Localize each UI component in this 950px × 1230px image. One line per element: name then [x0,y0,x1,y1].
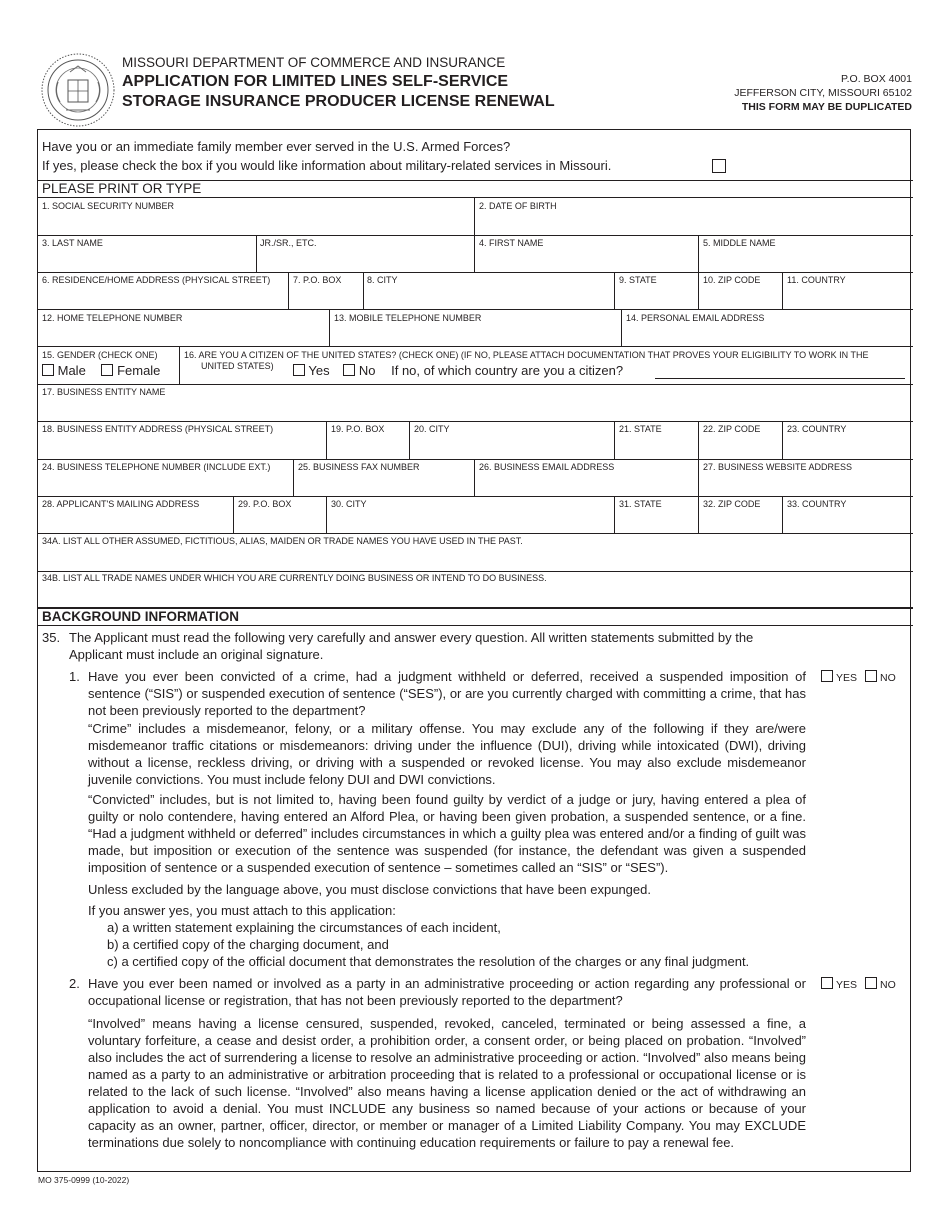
field-business-email[interactable]: 26. BUSINESS EMAIL ADDRESS [479,462,615,472]
male-checkbox[interactable] [42,364,54,376]
q1-attach-b: b) a certified copy of the charging document, and [107,937,389,952]
field-mailing-zip[interactable]: 32. ZIP CODE [703,499,761,509]
field-mailing-po-box[interactable]: 29. P.O. BOX [238,499,292,509]
citizenship-options [293,363,623,378]
q1-attach-note: If you answer yes, you must attach to this application: [88,903,396,918]
field-other-names[interactable]: 34A. LIST ALL OTHER ASSUMED, FICTITIOUS, ALIAS, MAIDEN OR TRADE NAMES YOU HAVE USED IN THE PAST. [42,536,523,546]
q2-no-checkbox[interactable] [865,977,877,989]
col-divider [474,197,475,272]
col-divider [288,272,289,309]
print-or-type-label: PLEASE PRINT OR TYPE [42,181,202,196]
field-city[interactable]: 8. CITY [367,275,398,285]
field-zip[interactable]: 10. ZIP CODE [703,275,761,285]
field-business-city[interactable]: 20. CITY [414,424,450,434]
field-ssn[interactable]: 1. SOCIAL SECURITY NUMBER [42,201,175,211]
field-business-state[interactable]: 21. STATE [619,424,662,434]
col-divider [409,421,410,459]
col-divider [326,496,327,533]
field-personal-email[interactable]: 14. PERSONAL EMAIL ADDRESS [626,313,765,323]
q1-crime-definition: “Crime” includes a misdemeanor, felony, or a military offense. You may exclude any of the following if they are/were misdemeanor traffic citations or misdemeanors: driving under the influence (DUI), driving while intoxicated (DWI), driving without a license, reckless driving, or driving with a suspended or revoked license. You may also exclude misdemeanor juvenile convictions. You must include felony DUI and DWI convictions. [88,721,806,787]
field-home-phone[interactable]: 12. HOME TELEPHONE NUMBER [42,313,183,323]
col-divider [293,459,294,496]
rule [37,571,913,572]
field-suffix[interactable]: JR./SR., ETC. [260,238,317,248]
q1-yes-checkbox[interactable] [821,670,833,682]
q2-yes-checkbox[interactable] [821,977,833,989]
col-divider [698,272,699,309]
city-state: JEFFERSON CITY, MISSOURI 65102 [734,87,912,99]
item-35-intro [69,629,809,663]
field-trade-names[interactable]: 34B. LIST ALL TRADE NAMES UNDER WHICH YOU ARE CURRENTLY DOING BUSINESS OR INTEND TO DO BUSINESS. [42,573,547,583]
col-divider [782,272,783,309]
gender-label: 15. GENDER (CHECK ONE) [42,350,158,360]
rule [37,346,913,347]
field-business-address[interactable]: 18. BUSINESS ENTITY ADDRESS (PHYSICAL STREET) [42,424,274,434]
col-divider [621,309,622,346]
citizenship-label-cont: UNITED STATES) [201,361,274,371]
rule [37,235,913,236]
item-35-number: 35. [42,630,61,645]
col-divider [329,309,330,346]
col-divider [179,346,180,384]
mailing-block [734,72,912,114]
field-middle-name[interactable]: 5. MIDDLE NAME [703,238,776,248]
col-divider [782,421,783,459]
col-divider [363,272,364,309]
field-last-name[interactable]: 3. LAST NAME [42,238,103,248]
item-35-intro-line2: Applicant must include an original signature. [69,647,324,662]
field-mailing-address[interactable]: 28. APPLICANT'S MAILING ADDRESS [42,499,200,509]
field-mailing-country[interactable]: 33. COUNTRY [787,499,847,509]
q1-expunged-note: Unless excluded by the language above, you must disclose convictions that have been expunged. [88,882,651,897]
q1-attach-c: c) a certified copy of the official document that demonstrates the resolution of the charges or any final judgment. [107,954,750,969]
citizen-yes-label: Yes [308,363,330,378]
country-question: If no, of which country are you a citizen? [391,363,624,378]
form-title-line2: STORAGE INSURANCE PRODUCER LICENSE RENEWAL [122,92,555,110]
field-business-po-box[interactable]: 19. P.O. BOX [331,424,385,434]
missouri-state-seal [40,52,116,128]
q2-text: Have you ever been named or involved as a party in an administrative proceeding or action regarding any professional or occupational license or registration, that has not been previously reported to the department? [88,976,806,1008]
duplicate-note: THIS FORM MAY BE DUPLICATED [741,101,912,113]
q2-involved-definition: “Involved” means having a license censured, suspended, revoked, canceled, terminated or being assessed a fine, a voluntary forfeiture, a cease and desist order, a prohibition order, a consent order, or being placed on probation. “Involved” also includes the act of surrendering a license to resolve an administrative proceeding or action. “Involved” also means being named as a party to an administrative or arbitration proceeding that is related to a professional or occupational license or is related to the lack of such license. “Involved” also means having a license application denied or the act of withdrawing an application to avoid a denial. You must INCLUDE any business so named because of your actions or because of your capacity as an owner, partner, officer, director, or member or manager of a Limited Liability Company. You may EXCLUDE terminations due solely to noncompliance with continuing education requirements or failure to pay a renewal fee. [88,1016,806,1150]
q1-no-label: NO [880,672,896,684]
rule [37,384,913,385]
field-business-zip[interactable]: 22. ZIP CODE [703,424,761,434]
col-divider [698,459,699,496]
rule [37,625,913,626]
q1-attach-a: a) a written statement explaining the circumstances of each incident, [107,920,501,935]
military-info-checkbox[interactable] [712,159,726,177]
q2-no-label: NO [880,979,896,991]
field-date-of-birth[interactable]: 2. DATE OF BIRTH [479,201,557,211]
field-po-box[interactable]: 7. P.O. BOX [293,275,342,285]
q1-no-checkbox[interactable] [865,670,877,682]
q2-number: 2. [69,976,80,991]
military-question-line2: If yes, please check the box if you would like information about military-related services in Missouri. [42,158,612,173]
q1-number: 1. [69,669,80,684]
field-business-phone[interactable]: 24. BUSINESS TELEPHONE NUMBER (INCLUDE EXT.) [42,462,271,472]
gender-options [42,363,160,378]
col-divider [698,235,699,272]
female-checkbox[interactable] [101,364,113,376]
rule [37,533,913,534]
field-residence-address[interactable]: 6. RESIDENCE/HOME ADDRESS (PHYSICAL STREET) [42,275,271,285]
col-divider [614,421,615,459]
form-title [122,72,555,111]
col-divider [233,496,234,533]
col-divider [698,421,699,459]
field-mobile-phone[interactable]: 13. MOBILE TELEPHONE NUMBER [334,313,482,323]
citizenship-label: 16. ARE YOU A CITIZEN OF THE UNITED STATES? (CHECK ONE) (IF NO, PLEASE ATTACH DOCUMENTATION THAT PROVES YOUR ELIGIBILITY TO WORK IN THE [184,350,869,360]
field-country[interactable]: 11. COUNTRY [787,275,846,285]
field-business-fax[interactable]: 25. BUSINESS FAX NUMBER [298,462,420,472]
field-mailing-state[interactable]: 31. STATE [619,499,662,509]
military-question-line1: Have you or an immediate family member ever served in the U.S. Armed Forces? [42,139,511,154]
q1-convicted-definition: “Convicted” includes, but is not limited to, having been found guilty by verdict of a judge or jury, having entered a plea of guilty or nolo contendere, having entered an Alford Plea, or having been given probation, a suspended sentence, or a fine. “Had a judgment withheld or deferred” includes circumstances in which a guilty plea was entered and/or a finding of guilt was made, but imposition or execution of the sentence was suspended (for instance, the defendant was given a suspended imposition of sentence or a suspended execution of sentence – sometimes called an “SIS” or “SES”). [88,792,806,875]
male-label: Male [57,363,86,378]
field-business-country[interactable]: 23. COUNTRY [787,424,847,434]
rule [37,309,913,310]
citizen-no-checkbox[interactable] [343,364,355,376]
form-number: MO 375-0999 (10-2022) [38,1175,130,1185]
q1-text: Have you ever been convicted of a crime, had a judgment withheld or deferred, received a suspended imposition of sentence (“SIS”) or suspended execution of sentence (“SES”), or are you currently charged with committing a crime, that has not been previously reported to the department? [88,669,806,718]
item-35-intro-line1: The Applicant must read the following very carefully and answer every question. All written statements submitted by the [69,630,754,645]
department-name: MISSOURI DEPARTMENT OF COMMERCE AND INSURANCE [122,55,506,70]
country-input[interactable] [655,378,905,379]
q2-answer [821,977,904,992]
rule [37,459,913,460]
field-business-website[interactable]: 27. BUSINESS WEBSITE ADDRESS [703,462,853,472]
col-divider [256,235,257,272]
female-label: Female [117,363,161,378]
background-heading: BACKGROUND INFORMATION [42,609,239,624]
citizen-no-label: No [358,363,376,378]
col-divider [326,421,327,459]
col-divider [698,496,699,533]
citizen-yes-checkbox[interactable] [293,364,305,376]
field-business-entity-name[interactable]: 17. BUSINESS ENTITY NAME [42,387,166,397]
rule [37,197,913,198]
q1-yes-label: YES [836,672,858,684]
form-title-line1: APPLICATION FOR LIMITED LINES SELF-SERVICE [122,73,509,90]
field-first-name[interactable]: 4. FIRST NAME [479,238,544,248]
po-box: P.O. BOX 4001 [840,73,912,85]
col-divider [782,496,783,533]
field-mailing-city[interactable]: 30. CITY [331,499,367,509]
col-divider [614,496,615,533]
q1-answer [821,670,904,685]
field-state[interactable]: 9. STATE [619,275,657,285]
q2-yes-label: YES [836,979,858,991]
military-question [42,137,611,175]
col-divider [614,272,615,309]
col-divider [474,459,475,496]
